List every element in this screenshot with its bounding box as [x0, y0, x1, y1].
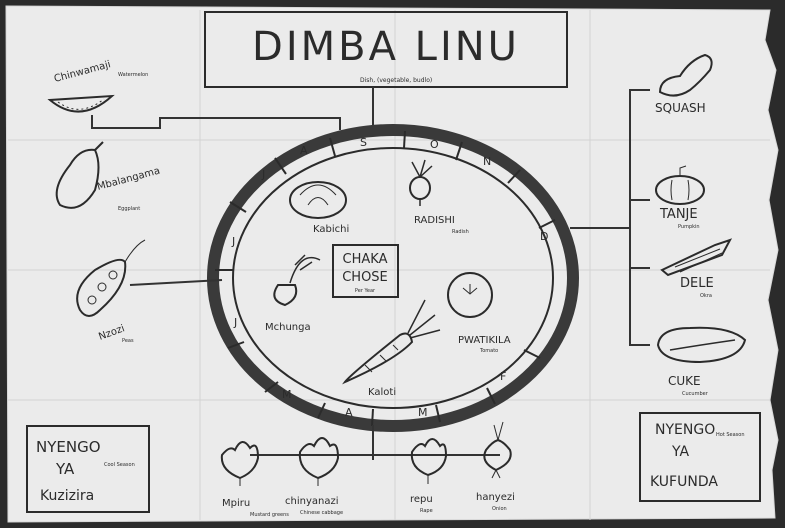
plant-label: Mchunga — [265, 322, 311, 333]
plant-sub: Rape — [420, 508, 433, 514]
plant-label: Chinwamaji — [52, 59, 112, 85]
plant-label: Nzozi — [97, 323, 127, 343]
month-label: A — [345, 406, 353, 419]
plant-sub: Chinese cabbage — [300, 510, 344, 516]
month-label: A — [300, 144, 308, 157]
cool-season-sub: Cool Season — [104, 462, 135, 468]
plant-label: chinyanazi — [285, 496, 339, 507]
hot-season-line1: NYENGO — [655, 422, 716, 438]
plant-label: TANJE — [660, 207, 698, 222]
month-label: J — [232, 235, 236, 248]
month-label: M — [282, 388, 292, 401]
month-label: J — [234, 316, 238, 329]
hot-season-line3: KUFUNDA — [650, 474, 718, 490]
plant-label: DELE — [680, 276, 714, 291]
plant-sub: Pumpkin — [678, 224, 700, 230]
cool-season-line3: Kuzizira — [40, 488, 95, 504]
plant-label: repu — [410, 494, 433, 505]
plant-sub: Watermelon — [118, 72, 149, 78]
plant-label: CUKE — [668, 374, 701, 388]
plant-label: Mbalangama — [95, 165, 162, 193]
center-label-line1: CHAKA — [342, 252, 388, 267]
plant-sub: Radish — [452, 229, 469, 235]
month-label: J — [262, 168, 266, 181]
plant-sub: Peas — [122, 338, 134, 344]
plant-sub: Onion — [492, 506, 507, 512]
page-title: DIMBA LINU — [252, 24, 520, 70]
plant-sub: Cucumber — [682, 391, 708, 397]
month-label: O — [430, 138, 439, 151]
plant-label: SQUASH — [655, 101, 706, 115]
center-label-line2: CHOSE — [342, 270, 388, 285]
month-label: F — [500, 370, 507, 383]
hot-season-sub: Hot Season — [716, 432, 745, 438]
plant-label: PWATIKILA — [458, 335, 511, 346]
plant-sub: Eggplant — [118, 206, 141, 212]
plant-label: Mpiru — [222, 498, 251, 509]
month-label: D — [540, 230, 549, 243]
hot-season-line2: YA — [672, 444, 690, 460]
title-subtext: Dish, (vegetable, budlo) — [360, 77, 433, 84]
plant-label: Kabichi — [313, 224, 350, 235]
plant-label: hanyezi — [476, 492, 515, 503]
month-label: S — [360, 136, 367, 149]
cool-season-line2: YA — [56, 460, 75, 478]
plant-label: RADISHI — [414, 215, 455, 226]
center-sub: Per Year — [354, 288, 376, 294]
plant-sub: Okra — [700, 293, 712, 299]
month-label: N — [483, 155, 492, 168]
month-label: M — [418, 406, 428, 419]
plant-label: Kaloti — [368, 387, 397, 398]
cool-season-line1: NYENGO — [36, 438, 101, 456]
plant-sub: Tomato — [480, 348, 499, 354]
plant-sub: Mustard greens — [250, 512, 289, 518]
